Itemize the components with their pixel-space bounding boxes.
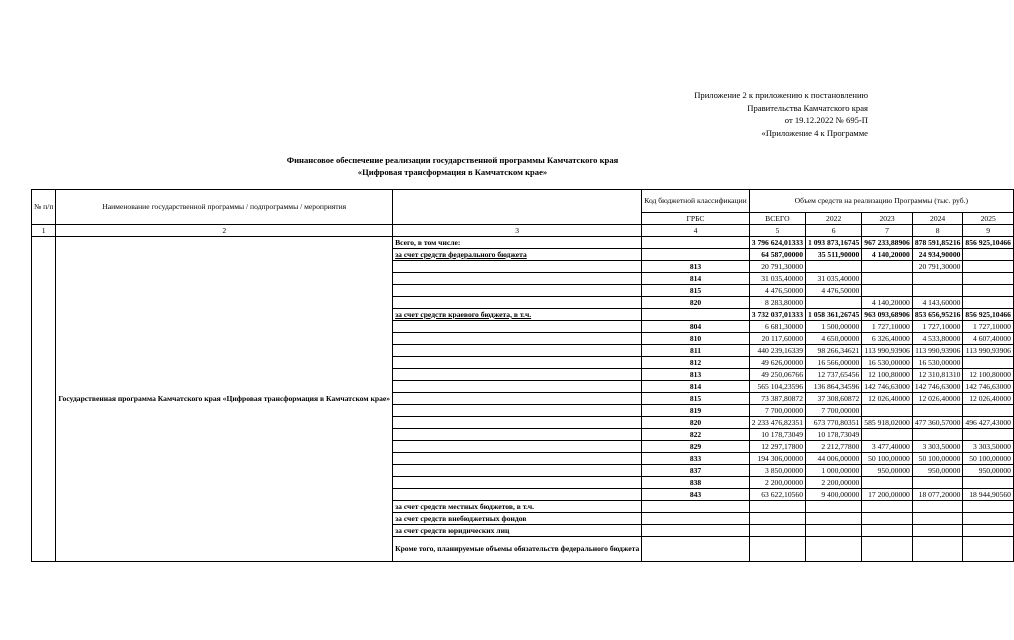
amount-cell-y2022 [806, 501, 862, 513]
funding-source-cell [393, 321, 642, 333]
amount-cell-y2025 [963, 525, 1014, 537]
amount-cell-total: 565 104,23596 [749, 381, 805, 393]
appendix-line-3: от 19.12.2022 № 695-П [784, 115, 868, 126]
amount-cell-y2023 [862, 477, 913, 489]
amount-cell-y2023: 6 326,40000 [862, 333, 913, 345]
amount-cell-y2022: 2 212,77800 [806, 441, 862, 453]
grbs-code-cell: 814 [642, 381, 749, 393]
funding-source-cell: за счет средств федерального бюджета [393, 249, 642, 261]
amount-cell-y2023: 12 100,80000 [862, 369, 913, 381]
grbs-code-cell [642, 309, 749, 321]
column-number-8: 8 [912, 225, 963, 237]
amount-cell-y2024: 20 791,30000 [912, 261, 963, 273]
amount-cell-total: 63 622,10560 [749, 489, 805, 501]
row-number-cell [32, 237, 56, 562]
amount-cell-total: 10 178,73049 [749, 429, 805, 441]
amount-cell-y2022: 44 006,00000 [806, 453, 862, 465]
amount-cell-y2022: 1 500,00000 [806, 321, 862, 333]
amount-cell-y2022: 4 650,00000 [806, 333, 862, 345]
grbs-code-cell [642, 537, 749, 562]
column-number-1: 1 [32, 225, 56, 237]
grbs-code-cell: 829 [642, 441, 749, 453]
amount-cell-y2024 [912, 501, 963, 513]
amount-cell-y2024: 1 727,10000 [912, 321, 963, 333]
amount-cell-y2022: 1 000,00000 [806, 465, 862, 477]
amount-cell-total: 4 476,50000 [749, 285, 805, 297]
amount-cell-total: 3 796 624,01333 [749, 237, 805, 249]
funding-source-cell [393, 297, 642, 309]
header-2023: 2023 [862, 213, 913, 225]
amount-cell-y2024 [912, 477, 963, 489]
amount-cell-y2025: 50 100,00000 [963, 453, 1014, 465]
amount-cell-y2023: 50 100,00000 [862, 453, 913, 465]
amount-cell-y2023: 4 140,20000 [862, 297, 913, 309]
amount-cell-y2022: 98 266,34621 [806, 345, 862, 357]
grbs-code-cell: 804 [642, 321, 749, 333]
funding-source-cell [393, 273, 642, 285]
amount-cell-y2025: 142 746,63000 [963, 381, 1014, 393]
amount-cell-y2025: 18 944,90560 [963, 489, 1014, 501]
amount-cell-y2022 [806, 513, 862, 525]
amount-cell-y2023: 3 477,40000 [862, 441, 913, 453]
amount-cell-y2024: 878 591,85216 [912, 237, 963, 249]
amount-cell-y2023: 16 530,00000 [862, 357, 913, 369]
amount-cell-y2022: 1 093 873,16745 [806, 237, 862, 249]
amount-cell-y2022 [806, 525, 862, 537]
header-num: № п/п [32, 190, 56, 225]
amount-cell-y2025: 12 100,80000 [963, 369, 1014, 381]
amount-cell-y2022: 4 476,50000 [806, 285, 862, 297]
amount-cell-y2023 [862, 285, 913, 297]
amount-cell-total: 8 283,80000 [749, 297, 805, 309]
appendix-block [694, 89, 868, 139]
amount-cell-y2024 [912, 525, 963, 537]
column-number-6: 6 [806, 225, 862, 237]
amount-cell-y2025 [963, 429, 1014, 441]
amount-cell-total: 31 035,40000 [749, 273, 805, 285]
grbs-code-cell: 843 [642, 489, 749, 501]
column-number-4: 4 [642, 225, 749, 237]
funding-source-cell [393, 369, 642, 381]
funding-source-cell [393, 261, 642, 273]
amount-cell-y2023: 967 233,88906 [862, 237, 913, 249]
amount-cell-y2023: 950,00000 [862, 465, 913, 477]
funding-source-cell: за счет средств местных бюджетов, в т.ч. [393, 501, 642, 513]
header-total: ВСЕГО [749, 213, 805, 225]
title-line-2: «Цифровая трансформация в Камчатском крае» [357, 167, 548, 177]
title-line-1: Финансовое обеспечение реализации государственной программы Камчатского края [286, 155, 619, 165]
amount-cell-total: 64 587,00000 [749, 249, 805, 261]
grbs-code-cell [642, 525, 749, 537]
amount-cell-y2025 [963, 537, 1014, 562]
appendix-line-4: «Приложение 4 к Программе [761, 127, 868, 138]
amount-cell-y2022: 31 035,40000 [806, 273, 862, 285]
amount-cell-y2025: 3 303,50000 [963, 441, 1014, 453]
amount-cell-total: 3 850,00000 [749, 465, 805, 477]
amount-cell-total: 6 681,30000 [749, 321, 805, 333]
amount-cell-total: 49 250,06766 [749, 369, 805, 381]
funding-source-cell [393, 441, 642, 453]
funding-source-cell [393, 453, 642, 465]
funding-source-cell [393, 357, 642, 369]
amount-cell-total: 2 200,00000 [749, 477, 805, 489]
header-2025: 2025 [963, 213, 1014, 225]
amount-cell-y2025: 856 925,10466 [963, 309, 1014, 321]
grbs-code-cell: 813 [642, 261, 749, 273]
amount-cell-total: 73 387,80872 [749, 393, 805, 405]
amount-cell-y2023 [862, 405, 913, 417]
amount-cell-y2022: 673 770,80351 [806, 417, 862, 429]
grbs-code-cell: 820 [642, 417, 749, 429]
amount-cell-y2024: 3 303,50000 [912, 441, 963, 453]
grbs-code-cell: 822 [642, 429, 749, 441]
amount-cell-total: 2 233 476,82351 [749, 417, 805, 429]
amount-cell-y2024: 477 360,57000 [912, 417, 963, 429]
amount-cell-y2025 [963, 261, 1014, 273]
column-number-9: 9 [963, 225, 1014, 237]
grbs-code-cell: 815 [642, 285, 749, 297]
amount-cell-total [749, 513, 805, 525]
amount-cell-y2023: 12 026,40000 [862, 393, 913, 405]
amount-cell-total: 49 626,00000 [749, 357, 805, 369]
amount-cell-total [749, 525, 805, 537]
amount-cell-y2023 [862, 513, 913, 525]
grbs-code-cell: 833 [642, 453, 749, 465]
amount-cell-y2023: 585 918,02000 [862, 417, 913, 429]
funding-source-cell [393, 333, 642, 345]
funding-source-cell [393, 489, 642, 501]
header-2024: 2024 [912, 213, 963, 225]
amount-cell-total: 7 700,00000 [749, 405, 805, 417]
amount-cell-y2024: 4 143,60000 [912, 297, 963, 309]
column-number-3: 3 [393, 225, 642, 237]
amount-cell-total [749, 537, 805, 562]
grbs-code-cell: 812 [642, 357, 749, 369]
amount-cell-y2025 [963, 285, 1014, 297]
header-2022: 2022 [806, 213, 862, 225]
column-number-row [32, 225, 1014, 237]
program-name-cell: Государственная программа Камчатского края «Цифровая трансформация в Камчатском крае» [56, 237, 393, 562]
grbs-code-cell: 810 [642, 333, 749, 345]
header-grbs: ГРБС [642, 213, 749, 225]
grbs-code-cell: 819 [642, 405, 749, 417]
grbs-code-cell [642, 501, 749, 513]
header-row-1 [32, 190, 1014, 213]
amount-cell-y2024: 4 533,80000 [912, 333, 963, 345]
amount-cell-y2022: 12 737,65456 [806, 369, 862, 381]
funding-source-cell [393, 477, 642, 489]
amount-cell-y2022: 37 308,60872 [806, 393, 862, 405]
amount-cell-y2023: 963 093,68906 [862, 309, 913, 321]
amount-cell-y2022: 9 400,00000 [806, 489, 862, 501]
amount-cell-y2025 [963, 477, 1014, 489]
grbs-code-cell: 815 [642, 393, 749, 405]
amount-cell-y2025: 4 607,40000 [963, 333, 1014, 345]
funding-source-cell [393, 417, 642, 429]
amount-cell-y2025 [963, 249, 1014, 261]
amount-cell-y2023: 4 140,20000 [862, 249, 913, 261]
amount-cell-y2022: 2 200,00000 [806, 477, 862, 489]
amount-cell-total: 20 791,30000 [749, 261, 805, 273]
amount-cell-y2022: 7 700,00000 [806, 405, 862, 417]
amount-cell-y2022 [806, 297, 862, 309]
column-number-5: 5 [749, 225, 805, 237]
amount-cell-y2024: 142 746,63000 [912, 381, 963, 393]
amount-cell-total: 3 732 037,01333 [749, 309, 805, 321]
amount-cell-y2022: 136 864,34596 [806, 381, 862, 393]
grbs-code-cell: 820 [642, 297, 749, 309]
amount-cell-y2024: 18 077,20000 [912, 489, 963, 501]
amount-cell-y2025 [963, 357, 1014, 369]
table-row [32, 237, 1014, 249]
header-code: Код бюджетной классификации [642, 190, 749, 213]
funding-source-cell [393, 381, 642, 393]
column-number-7: 7 [862, 225, 913, 237]
amount-cell-y2025 [963, 405, 1014, 417]
amount-cell-y2024 [912, 537, 963, 562]
amount-cell-y2022: 1 058 361,26745 [806, 309, 862, 321]
amount-cell-y2025 [963, 513, 1014, 525]
funding-source-cell [393, 405, 642, 417]
amount-cell-y2023 [862, 429, 913, 441]
amount-cell-y2025: 856 925,10466 [963, 237, 1014, 249]
funding-source-cell: за счет средств внебюджетных фондов [393, 513, 642, 525]
grbs-code-cell: 814 [642, 273, 749, 285]
amount-cell-y2024: 853 656,95216 [912, 309, 963, 321]
appendix-line-2: Правительства Камчатского края [747, 102, 868, 113]
amount-cell-y2023 [862, 261, 913, 273]
amount-cell-y2024: 950,00000 [912, 465, 963, 477]
funding-source-cell [393, 345, 642, 357]
funding-source-cell [393, 465, 642, 477]
amount-cell-total: 20 117,60000 [749, 333, 805, 345]
funding-source-cell: за счет средств краевого бюджета, в т.ч. [393, 309, 642, 321]
document-title [0, 154, 905, 178]
header-volume: Объем средств на реализацию Программы (тыс. руб.) [749, 190, 1013, 213]
amount-cell-y2024 [912, 273, 963, 285]
amount-cell-y2025: 496 427,43000 [963, 417, 1014, 429]
amount-cell-y2022: 10 178,73049 [806, 429, 862, 441]
amount-cell-y2024: 12 310,81310 [912, 369, 963, 381]
header-name: Наименование государственной программы / подпрограммы / мероприятия [56, 190, 393, 225]
amount-cell-y2024 [912, 405, 963, 417]
amount-cell-y2025: 113 990,93906 [963, 345, 1014, 357]
funding-source-cell: Кроме того, планируемые объемы обязательств федерального бюджета [393, 537, 642, 562]
grbs-code-cell: 837 [642, 465, 749, 477]
appendix-line-1: Приложение 2 к приложению к постановлению [694, 90, 868, 100]
amount-cell-y2025 [963, 501, 1014, 513]
amount-cell-y2024: 50 100,00000 [912, 453, 963, 465]
amount-cell-y2023: 1 727,10000 [862, 321, 913, 333]
grbs-code-cell: 811 [642, 345, 749, 357]
funding-source-cell [393, 285, 642, 297]
amount-cell-y2025: 1 727,10000 [963, 321, 1014, 333]
amount-cell-total: 194 306,00000 [749, 453, 805, 465]
amount-cell-y2024 [912, 285, 963, 297]
funding-source-cell: за счет средств юридических лиц [393, 525, 642, 537]
header-empty [393, 190, 642, 225]
column-number-2: 2 [56, 225, 393, 237]
amount-cell-y2023: 113 990,93906 [862, 345, 913, 357]
amount-cell-y2023: 142 746,63000 [862, 381, 913, 393]
amount-cell-y2024: 24 934,90000 [912, 249, 963, 261]
amount-cell-y2025: 12 026,40000 [963, 393, 1014, 405]
amount-cell-y2024: 12 026,40000 [912, 393, 963, 405]
funding-source-cell [393, 429, 642, 441]
amount-cell-y2023 [862, 501, 913, 513]
amount-cell-y2024: 16 530,00000 [912, 357, 963, 369]
amount-cell-y2025 [963, 273, 1014, 285]
amount-cell-y2023: 17 200,00000 [862, 489, 913, 501]
funding-source-cell: Всего, в том числе: [393, 237, 642, 249]
amount-cell-y2024 [912, 429, 963, 441]
amount-cell-total: 12 297,17800 [749, 441, 805, 453]
amount-cell-y2024 [912, 513, 963, 525]
amount-cell-y2025 [963, 297, 1014, 309]
amount-cell-y2022 [806, 537, 862, 562]
amount-cell-y2023 [862, 273, 913, 285]
amount-cell-y2025: 950,00000 [963, 465, 1014, 477]
financing-table [31, 189, 1014, 562]
grbs-code-cell [642, 237, 749, 249]
amount-cell-y2022: 35 511,90000 [806, 249, 862, 261]
amount-cell-y2023 [862, 537, 913, 562]
amount-cell-total: 440 239,16339 [749, 345, 805, 357]
funding-source-cell [393, 393, 642, 405]
grbs-code-cell [642, 513, 749, 525]
grbs-code-cell: 813 [642, 369, 749, 381]
amount-cell-total [749, 501, 805, 513]
grbs-code-cell [642, 249, 749, 261]
amount-cell-y2023 [862, 525, 913, 537]
amount-cell-y2022 [806, 261, 862, 273]
grbs-code-cell: 838 [642, 477, 749, 489]
amount-cell-y2022: 16 566,00000 [806, 357, 862, 369]
amount-cell-y2024: 113 990,93906 [912, 345, 963, 357]
